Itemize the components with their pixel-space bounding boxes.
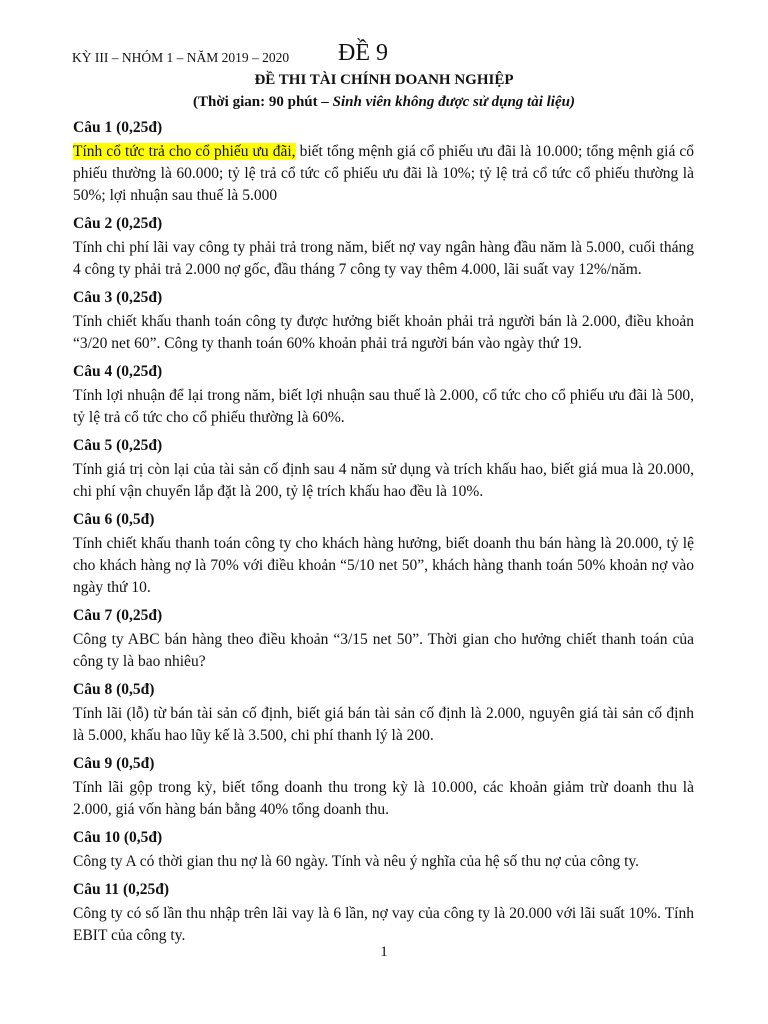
question-text <box>73 141 694 207</box>
question-label: Câu 3 (0,25đ) <box>73 289 163 306</box>
question-label: Câu 6 (0,5đ) <box>73 511 155 528</box>
question-label: Câu 7 (0,25đ) <box>73 607 163 624</box>
question-label: Câu 10 (0,5đ) <box>73 829 163 846</box>
question-label: Câu 9 (0,5đ) <box>73 755 155 772</box>
question-label: Câu 1 (0,25đ) <box>73 119 163 136</box>
question-text-rest: biết tổng mệnh giá cổ phiếu ưu đãi là 10.000; tổng mệnh giá cổ phiếu thường là 60.000; tỷ lệ trả cổ tức cổ phiếu ưu đãi là 10%; tỷ lệ trả cổ tức cổ phiếu thường là 50%; lợi nhuận sau thuế là 5.000 <box>73 143 695 204</box>
exam-note: – Sinh viên không được sử dụng tài liệu) <box>317 94 575 110</box>
question-label: Câu 5 (0,25đ) <box>73 437 163 454</box>
question-text: Tính lãi gộp trong kỳ, biết tổng doanh thu trong kỳ là 10.000, các khoản giảm trừ doanh thu là 2.000, giá vốn hàng bán bằng 40% tổng doanh thu. <box>73 779 694 818</box>
exam-code: ĐỀ 9 <box>338 40 388 66</box>
question-label: Câu 8 (0,5đ) <box>73 681 155 698</box>
question-text: Công ty có số lần thu nhập trên lãi vay là 6 lần, nợ vay của công ty là 20.000 với lãi suất 10%. Tính EBIT của công ty. <box>73 905 694 944</box>
page-number: 1 <box>380 944 388 960</box>
question-1 <box>73 117 694 207</box>
question-label: Câu 4 (0,25đ) <box>73 363 163 380</box>
highlighted-text: Tính cổ tức trả cho cổ phiếu ưu đãi, <box>73 143 296 160</box>
question-text: Tính lợi nhuận để lại trong năm, biết lợi nhuận sau thuế là 2.000, cổ tức cho cổ phiếu ưu đãi là 500, tỷ lệ trả cổ tức cho cổ phiếu thường là 60%. <box>73 387 694 426</box>
question-7 <box>73 605 694 673</box>
question-label: Câu 11 (0,25đ) <box>73 881 170 898</box>
question-6 <box>73 509 694 599</box>
question-text: Tính chi phí lãi vay công ty phải trả trong năm, biết nợ vay ngân hàng đầu năm là 5.000, cuối tháng 4 công ty phải trả 2.000 nợ gốc, đầu tháng 7 công ty vay thêm 4.000, lãi suất vay 12%/năm. <box>73 239 694 278</box>
question-11 <box>73 879 694 947</box>
question-10 <box>73 827 694 873</box>
question-2 <box>73 213 694 281</box>
question-text: Công ty A có thời gian thu nợ là 60 ngày. Tính và nêu ý nghĩa của hệ số thu nợ của công ty. <box>73 853 639 870</box>
question-text: Tính chiết khấu thanh toán công ty cho khách hàng hưởng, biết doanh thu bán hàng là 20.000, tỷ lệ cho khách hàng nợ là 70% với điều khoản “5/10 net 50”, khách hàng thanh toán 50% khoản nợ vào ngày thứ 10. <box>73 535 694 596</box>
question-8 <box>73 679 694 747</box>
question-text: Tính giá trị còn lại của tài sản cố định sau 4 năm sử dụng và trích khấu hao, biết giá mua là 20.000, chi phí vận chuyển lắp đặt là 200, tỷ lệ trích khấu hao đều là 10%. <box>73 461 694 500</box>
question-text: Công ty ABC bán hàng theo điều khoản “3/15 net 50”. Thời gian cho hưởng chiết thanh toán của công ty là bao nhiêu? <box>73 631 694 670</box>
exam-title: ĐỀ THI TÀI CHÍNH DOANH NGHIỆP <box>254 72 514 88</box>
question-text: Tính chiết khấu thanh toán công ty được hưởng biết khoản phải trả người bán là 2.000, điều khoản “3/20 net 60”. Công ty thanh toán 60% khoản phải trả người bán vào ngày thứ 19. <box>73 313 694 352</box>
question-text: Tính lãi (lỗ) từ bán tài sản cố định, biết giá bán tài sản cố định là 2.000, nguyên giá tài sản cố định là 5.000, khấu hao lũy kế là 3.500, chi phí thanh lý là 200. <box>73 705 694 744</box>
question-3 <box>73 287 694 355</box>
exam-subtitle <box>0 94 768 111</box>
question-label: Câu 2 (0,25đ) <box>73 215 163 232</box>
question-4 <box>73 361 694 429</box>
question-5 <box>73 435 694 503</box>
term-header: KỲ III – NHÓM 1 – NĂM 2019 – 2020 <box>72 50 290 65</box>
question-list <box>73 117 694 953</box>
question-9 <box>73 753 694 821</box>
exam-duration: (Thời gian: 90 phút <box>193 94 318 110</box>
